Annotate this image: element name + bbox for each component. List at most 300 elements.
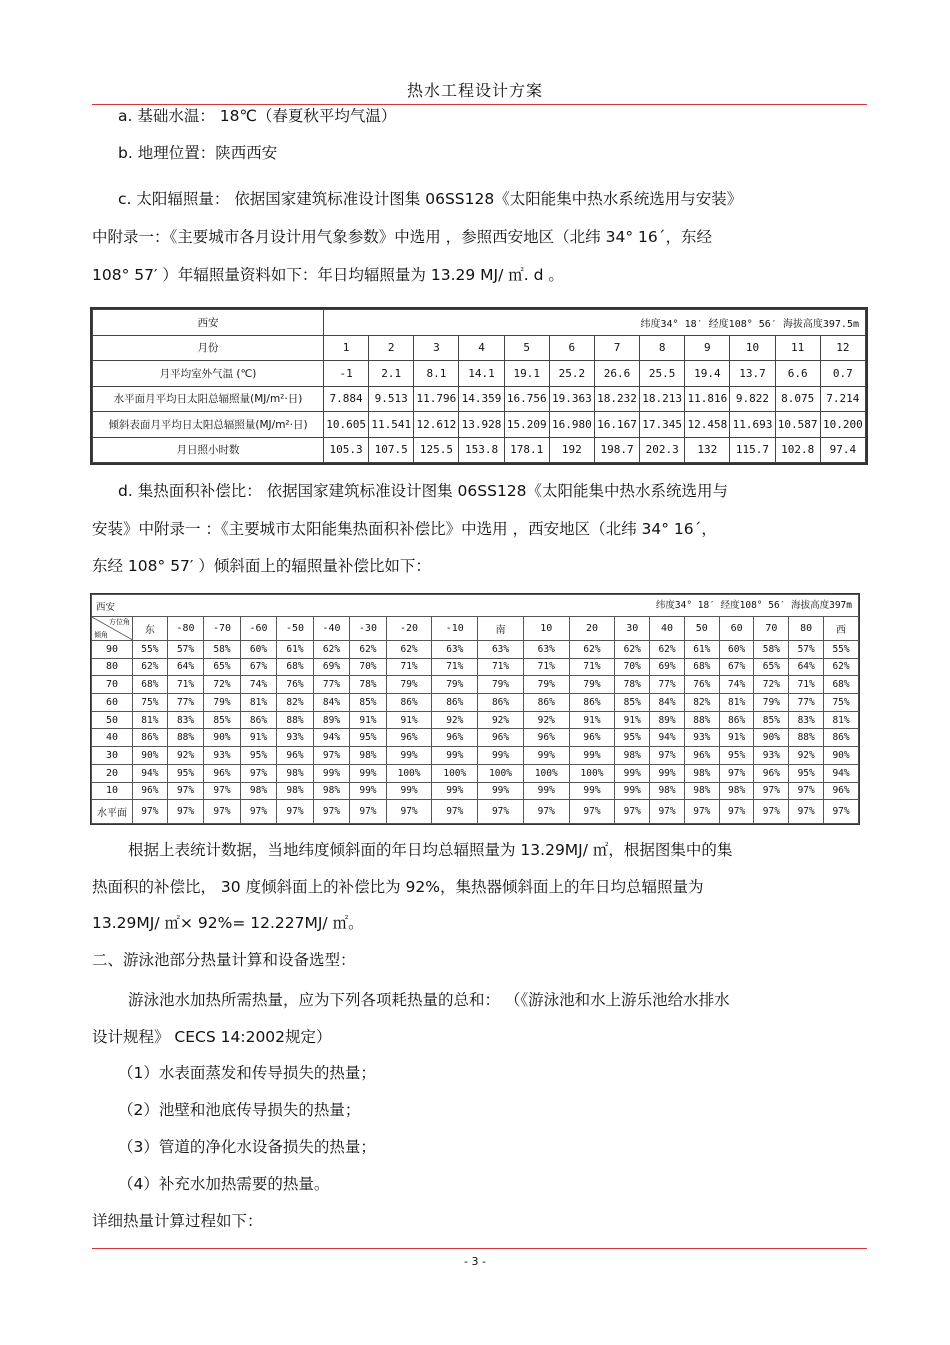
table2-cell: 79%: [204, 693, 240, 711]
table2-cell: 60%: [719, 640, 754, 658]
table1-month-cell: 6: [549, 335, 594, 361]
table1-cell: 18.213: [640, 386, 685, 412]
table1-cell: 10.587: [775, 412, 820, 438]
table1-cell: -1: [324, 361, 369, 387]
table2-cell: 93%: [684, 729, 719, 747]
table2-cell: 71%: [386, 658, 432, 676]
table2-cell: 82%: [684, 693, 719, 711]
table2-cell: 71%: [167, 676, 203, 694]
table2-cell: 93%: [204, 747, 240, 765]
table2-cell: 99%: [386, 782, 432, 800]
table2-cell: 68%: [824, 676, 859, 694]
table2-cell: 91%: [569, 711, 615, 729]
table2-cell: 86%: [240, 711, 276, 729]
table2-cell: 92%: [167, 747, 203, 765]
table2-cell: 95%: [789, 764, 824, 782]
table1-cell: 7.214: [820, 386, 865, 412]
table1-cell: 102.8: [775, 437, 820, 463]
table2-cell: 72%: [754, 676, 789, 694]
table2-cell: 77%: [650, 676, 685, 694]
table2-cell: 63%: [523, 640, 569, 658]
table2-cell: 98%: [650, 782, 685, 800]
table1-month-row: [93, 335, 866, 361]
table1-cell: 9.513: [369, 386, 414, 412]
table2-cell: 91%: [240, 729, 276, 747]
table2-cell: 98%: [350, 747, 386, 765]
table2-cell: 97%: [754, 782, 789, 800]
table1-cell: 19.4: [685, 361, 730, 387]
table2-cell: 97%: [789, 782, 824, 800]
table2-col-header: -70: [204, 617, 240, 641]
table1-cell: 13.928: [459, 412, 504, 438]
table-row: [92, 676, 859, 694]
table1-title-row: [93, 310, 866, 336]
table2-cell: 71%: [432, 658, 478, 676]
table2-cell: 89%: [313, 711, 349, 729]
table2-cell: 79%: [754, 693, 789, 711]
table2-cell: 84%: [313, 693, 349, 711]
footer-rule: [92, 1248, 867, 1249]
table2-cell: 97%: [167, 782, 203, 800]
table1-cell: 7.884: [324, 386, 369, 412]
line-result-1: 根据上表统计数据，当地纬度倾斜面的年日均总辐照量为 13.29MJ/ ㎡，根据图集中的集: [128, 841, 733, 859]
table2-cell: 99%: [650, 764, 685, 782]
table1-cell: 16.167: [594, 412, 639, 438]
table2-row-label: 水平面: [92, 800, 133, 824]
table2-cell: 62%: [615, 640, 650, 658]
table1-cell: 178.1: [504, 437, 549, 463]
table2-cell: 71%: [523, 658, 569, 676]
table2-col-header: 南: [478, 617, 524, 641]
table1-cell: 125.5: [414, 437, 459, 463]
table2-cell: 94%: [313, 729, 349, 747]
table1-month-cell: 8: [640, 335, 685, 361]
table2-col-header: 40: [650, 617, 685, 641]
table2-cell: 64%: [789, 658, 824, 676]
table2-cell: 99%: [615, 782, 650, 800]
table2-cell: 90%: [204, 729, 240, 747]
table1-cell: 12.612: [414, 412, 459, 438]
table2-cell: 96%: [478, 729, 524, 747]
table2-cell: 86%: [133, 729, 168, 747]
table1-cell: 11.541: [369, 412, 414, 438]
table2-cell: 98%: [719, 782, 754, 800]
table1-cell: 202.3: [640, 437, 685, 463]
line-result-3: 13.29MJ/ ㎡× 92%= 12.227MJ/ ㎡。: [92, 914, 364, 932]
table1-row-label: 月日照小时数: [93, 437, 324, 463]
table2-col-header: 10: [523, 617, 569, 641]
table2-cell: 90%: [824, 747, 859, 765]
table2-col-header: -20: [386, 617, 432, 641]
table1-month-cell: 3: [414, 335, 459, 361]
table2-cell: 74%: [240, 676, 276, 694]
table2-row-label: 40: [92, 729, 133, 747]
table2-cell: 57%: [789, 640, 824, 658]
table2-col-header: 东: [133, 617, 168, 641]
table-row: [92, 640, 859, 658]
table2-cell: 67%: [719, 658, 754, 676]
table2-cell: 63%: [478, 640, 524, 658]
table1-month-cell: 10: [730, 335, 775, 361]
table2-cell: 96%: [432, 729, 478, 747]
header-rule: [92, 104, 867, 105]
table2-cell: 58%: [204, 640, 240, 658]
table1-cell: 17.345: [640, 412, 685, 438]
table2-cell: 92%: [789, 747, 824, 765]
table2-col-header: 60: [719, 617, 754, 641]
table1-cell: 11.816: [685, 386, 730, 412]
table1-month-cell: 4: [459, 335, 504, 361]
table2-cell: 79%: [386, 676, 432, 694]
table2-cell: 85%: [615, 693, 650, 711]
table2-cell: 99%: [478, 747, 524, 765]
table2-cell: 81%: [133, 711, 168, 729]
table2-cell: 68%: [684, 658, 719, 676]
list-item-1: （1）水表面蒸发和传导损失的热量；: [118, 1064, 376, 1082]
table2-cell: 97%: [204, 782, 240, 800]
table2-corner-top: 方位角: [109, 618, 130, 627]
table2-cell: 62%: [650, 640, 685, 658]
table2-cell: 62%: [313, 640, 349, 658]
table1-month-cell: 5: [504, 335, 549, 361]
table2-corner-cell: [92, 617, 133, 641]
table1-cell: 16.756: [504, 386, 549, 412]
table2-cell: 97%: [432, 800, 478, 824]
table2-cell: 93%: [277, 729, 313, 747]
table2-cell: 86%: [569, 693, 615, 711]
table2-cell: 97%: [569, 800, 615, 824]
table2-cell: 96%: [754, 764, 789, 782]
table2-cell: 79%: [523, 676, 569, 694]
table2-col-header: -40: [313, 617, 349, 641]
line-irradiance-2: 中附录一：《主要城市各月设计用气象参数》中选用 ，参照西安地区（北纬 34° 16ˊ，东经: [92, 228, 712, 246]
table2-row-label: 10: [92, 782, 133, 800]
table2-cell: 75%: [824, 693, 859, 711]
table2-cell: 78%: [615, 676, 650, 694]
table2-cell: 86%: [824, 729, 859, 747]
table2-cell: 98%: [240, 782, 276, 800]
table1-info: 纬度34° 18′ 经度108° 56′ 海拔高度397.5m: [324, 310, 866, 336]
table2-cell: 99%: [432, 747, 478, 765]
table2-cell: 95%: [615, 729, 650, 747]
table2-cell: 99%: [386, 747, 432, 765]
table2-cell: 100%: [523, 764, 569, 782]
line-base-water-temp: a. 基础水温： 18℃（春夏秋平均气温）: [118, 107, 397, 125]
table2-cell: 86%: [386, 693, 432, 711]
table2-cell: 65%: [754, 658, 789, 676]
table2-col-header: 20: [569, 617, 615, 641]
table2-cell: 99%: [350, 764, 386, 782]
table2-cell: 99%: [523, 747, 569, 765]
table2-cell: 67%: [240, 658, 276, 676]
table2-cell: 97%: [719, 800, 754, 824]
table2-cell: 62%: [133, 658, 168, 676]
table2-cell: 98%: [277, 764, 313, 782]
table2-cell: 85%: [754, 711, 789, 729]
table2-cell: 94%: [133, 764, 168, 782]
table2-cell: 86%: [523, 693, 569, 711]
line-pool-heat-1: 游泳池水加热所需热量，应为下列各项耗热量的总和： （《游泳池和水上游乐池给水排水: [128, 991, 730, 1009]
table2-cell: 97%: [684, 800, 719, 824]
table2-cell: 58%: [754, 640, 789, 658]
table2-cell: 74%: [719, 676, 754, 694]
table2-cell: 90%: [133, 747, 168, 765]
table2-cell: 98%: [684, 782, 719, 800]
table2-cell: 79%: [569, 676, 615, 694]
table1-cell: 19.363: [549, 386, 594, 412]
table1-cell: 153.8: [459, 437, 504, 463]
table2-cell: 60%: [240, 640, 276, 658]
table2-row-label: 90: [92, 640, 133, 658]
line-pool-heat-2: 设计规程》 CECS 14:2002规定）: [92, 1028, 332, 1046]
table1-cell: 13.7: [730, 361, 775, 387]
table2-cell: 68%: [277, 658, 313, 676]
table1-row-label: 倾斜表面月平均日太阳总辐照量(MJ/m²·日): [93, 412, 324, 438]
table2-cell: 63%: [432, 640, 478, 658]
table2-row-label: 70: [92, 676, 133, 694]
table2-cell: 97%: [386, 800, 432, 824]
table2-cell: 92%: [478, 711, 524, 729]
table2-cell: 99%: [569, 747, 615, 765]
table2-cell: 57%: [167, 640, 203, 658]
table1-month-cell: 9: [685, 335, 730, 361]
table2-cell: 85%: [350, 693, 386, 711]
table2-cell: 78%: [350, 676, 386, 694]
table2-cell: 95%: [350, 729, 386, 747]
table2-cell: 76%: [277, 676, 313, 694]
table2-col-header: 70: [754, 617, 789, 641]
table2-row-label: 60: [92, 693, 133, 711]
table2-cell: 96%: [133, 782, 168, 800]
line-compensation-3: 东经 108° 57′ ）倾斜面上的辐照量补偿比如下：: [92, 557, 431, 575]
section-heading-2: 二、游泳池部分热量计算和设备选型：: [92, 951, 356, 969]
table2-cell: 77%: [167, 693, 203, 711]
table2-cell: 62%: [386, 640, 432, 658]
page-header-title: 热水工程设计方案: [406, 81, 543, 100]
table2-cell: 91%: [615, 711, 650, 729]
table2-cell: 61%: [684, 640, 719, 658]
table2-cell: 97%: [789, 800, 824, 824]
table1-month-cell: 12: [820, 335, 865, 361]
table1-cell: 8.075: [775, 386, 820, 412]
table-row: [92, 658, 859, 676]
table1-month-cell: 1: [324, 335, 369, 361]
table1-cell: 10.605: [324, 412, 369, 438]
table2-cell: 99%: [350, 782, 386, 800]
table1-cell: 14.1: [459, 361, 504, 387]
table-row: [92, 782, 859, 800]
line-compensation-2: 安装》中附录一 ：《主要城市太阳能集热面积补偿比》中选用 ，西安地区（北纬 34° 16ˊ，: [92, 520, 717, 538]
table-row: [93, 437, 866, 463]
table1-cell: 12.458: [685, 412, 730, 438]
table2-cell: 88%: [277, 711, 313, 729]
table-row: [92, 747, 859, 765]
table2-col-header: 30: [615, 617, 650, 641]
table2-cell: 81%: [719, 693, 754, 711]
table2-col-header: -50: [277, 617, 313, 641]
table1-cell: 11.796: [414, 386, 459, 412]
table2-col-header: -30: [350, 617, 386, 641]
table2-cell: 96%: [523, 729, 569, 747]
table2-cell: 97%: [167, 800, 203, 824]
table2-cell: 96%: [569, 729, 615, 747]
table2-cell: 97%: [719, 764, 754, 782]
table-row: [92, 693, 859, 711]
table2-cell: 99%: [523, 782, 569, 800]
table2-cell: 62%: [350, 640, 386, 658]
table2-col-header: 西: [824, 617, 859, 641]
line-location: b. 地理位置：陕西西安: [118, 144, 278, 162]
table2-cell: 97%: [350, 800, 386, 824]
table1-cell: 6.6: [775, 361, 820, 387]
table2-cell: 79%: [432, 676, 478, 694]
table1-cell: 10.200: [820, 412, 865, 438]
table2-cell: 97%: [204, 800, 240, 824]
line-result-2: 热面积的补偿比， 30 度倾斜面上的补偿比为 92%，集热器倾斜面上的年日均总辐照量为: [92, 878, 704, 896]
table1-cell: 9.822: [730, 386, 775, 412]
table2-cell: 97%: [313, 747, 349, 765]
page-number: - 3 -: [464, 1255, 486, 1268]
table2-cell: 95%: [240, 747, 276, 765]
table2-cell: 96%: [277, 747, 313, 765]
table1-month-cell: 7: [594, 335, 639, 361]
list-item-2: （2）池壁和池底传导损失的热量；: [118, 1101, 361, 1119]
table2-cell: 100%: [432, 764, 478, 782]
table2-cell: 72%: [204, 676, 240, 694]
table2-cell: 85%: [204, 711, 240, 729]
table2-col-header: -80: [167, 617, 203, 641]
table2-col-header: -10: [432, 617, 478, 641]
table1-cell: 25.5: [640, 361, 685, 387]
table2-cell: 55%: [824, 640, 859, 658]
table1-cell: 14.359: [459, 386, 504, 412]
table-row: [93, 386, 866, 412]
table-row: [93, 361, 866, 387]
table2-cell: 98%: [615, 747, 650, 765]
table2-cell: 92%: [523, 711, 569, 729]
table1-cell: 107.5: [369, 437, 414, 463]
table2-cell: 88%: [789, 729, 824, 747]
table2-cell: 98%: [684, 764, 719, 782]
table2-row-label: 80: [92, 658, 133, 676]
table2-cell: 62%: [569, 640, 615, 658]
table2-row-label: 30: [92, 747, 133, 765]
table2-cell: 86%: [432, 693, 478, 711]
table2-cell: 95%: [719, 747, 754, 765]
table2-cell: 69%: [313, 658, 349, 676]
table2-cell: 97%: [240, 800, 276, 824]
table2-cell: 100%: [386, 764, 432, 782]
table2-cell: 65%: [204, 658, 240, 676]
table-row: [92, 800, 859, 824]
table2-cell: 97%: [650, 800, 685, 824]
compensation-table: [90, 593, 860, 825]
table1-cell: 8.1: [414, 361, 459, 387]
table1-month-cell: 11: [775, 335, 820, 361]
table2-city: 西安: [96, 601, 116, 613]
table1-row-label: 水平面月平均日太阳总辐照量(MJ/m²·日): [93, 386, 324, 412]
table1-cell: 25.2: [549, 361, 594, 387]
table1-cell: 26.6: [594, 361, 639, 387]
table2-cell: 100%: [569, 764, 615, 782]
table2-cell: 91%: [386, 711, 432, 729]
table2-cell: 70%: [615, 658, 650, 676]
table2-cell: 97%: [754, 800, 789, 824]
line-compensation-1: d. 集热面积补偿比： 依据国家建筑标准设计图集 06SS128《太阳能集中热水系统选用与: [118, 482, 729, 500]
table2-cell: 99%: [478, 782, 524, 800]
weather-table: [90, 307, 868, 465]
table2-cell: 83%: [167, 711, 203, 729]
table2-info: 纬度34° 18′ 经度108° 56′ 海拔高度397m: [655, 600, 852, 611]
table1-month-cell: 2: [369, 335, 414, 361]
table2-cell: 97%: [313, 800, 349, 824]
line-detail-intro: 详细热量计算过程如下：: [92, 1212, 263, 1230]
table1-cell: 16.980: [549, 412, 594, 438]
table1-cell: 18.232: [594, 386, 639, 412]
table2-cell: 98%: [313, 782, 349, 800]
table2-cell: 81%: [240, 693, 276, 711]
table2-cell: 76%: [684, 676, 719, 694]
table2-cell: 61%: [277, 640, 313, 658]
table2-cell: 93%: [754, 747, 789, 765]
table2-cell: 91%: [350, 711, 386, 729]
table2-row-label: 50: [92, 711, 133, 729]
table2-cell: 68%: [133, 676, 168, 694]
table2-title-row: [92, 595, 859, 617]
table2-cell: 99%: [569, 782, 615, 800]
table1-cell: 115.7: [730, 437, 775, 463]
table2-cell: 77%: [789, 693, 824, 711]
table2-col-header: -60: [240, 617, 276, 641]
table2-cell: 88%: [167, 729, 203, 747]
table2-cell: 86%: [478, 693, 524, 711]
table2-cell: 71%: [789, 676, 824, 694]
list-item-3: （3）管道的净化水设备损失的热量；: [118, 1138, 376, 1156]
table1-cell: 0.7: [820, 361, 865, 387]
table2-cell: 91%: [719, 729, 754, 747]
table-row: [93, 412, 866, 438]
table2-col-header: 80: [789, 617, 824, 641]
table2-cell: 96%: [204, 764, 240, 782]
table2-title-cell: [92, 595, 859, 617]
table2-cell: 83%: [789, 711, 824, 729]
table2-cell: 62%: [824, 658, 859, 676]
table2-cell: 97%: [240, 764, 276, 782]
table1-row-label: 月平均室外气温 (℃): [93, 361, 324, 387]
table2-cell: 94%: [650, 729, 685, 747]
table2-cell: 97%: [478, 800, 524, 824]
table2-cell: 86%: [719, 711, 754, 729]
table2-cell: 94%: [824, 764, 859, 782]
table2-cell: 97%: [824, 800, 859, 824]
table2-corner-bottom: 倾角: [94, 630, 108, 639]
table2-cell: 97%: [523, 800, 569, 824]
table2-cell: 70%: [350, 658, 386, 676]
table-row: [92, 764, 859, 782]
table2-cell: 96%: [684, 747, 719, 765]
table2-cell: 89%: [650, 711, 685, 729]
table1-cell: 11.693: [730, 412, 775, 438]
table1-month-label: 月份: [93, 335, 324, 361]
table2-cell: 55%: [133, 640, 168, 658]
table2-cell: 99%: [432, 782, 478, 800]
table1-city: 西安: [93, 310, 324, 336]
table2-cell: 82%: [277, 693, 313, 711]
table2-cell: 71%: [478, 658, 524, 676]
table2-cell: 99%: [313, 764, 349, 782]
table2-cell: 64%: [167, 658, 203, 676]
table1-cell: 105.3: [324, 437, 369, 463]
